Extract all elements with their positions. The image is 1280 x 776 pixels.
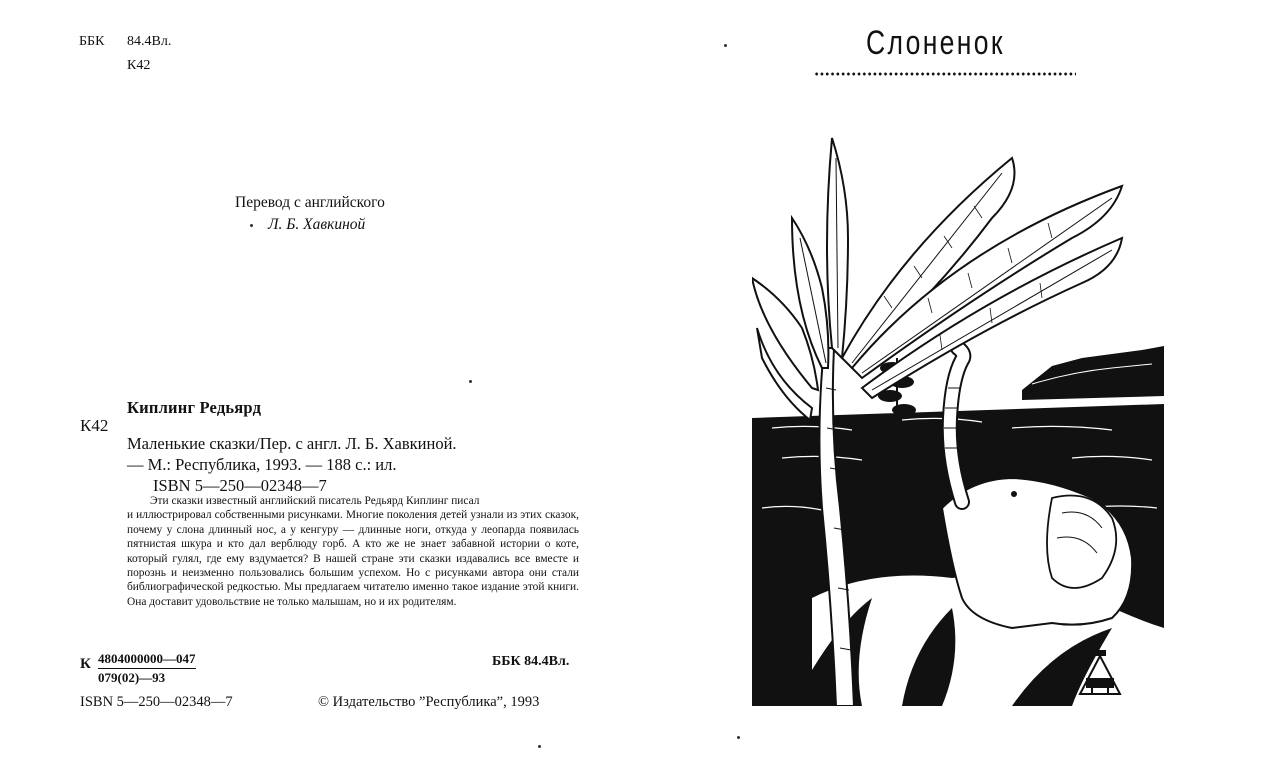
isbn-bottom: ISBN 5—250—02348—7 bbox=[80, 694, 233, 710]
author-mark-side: К42 bbox=[80, 416, 109, 435]
author-heading: Киплинг Редьярд bbox=[127, 398, 262, 417]
biblio-publisher-line: — М.: Республика, 1993. — 188 с.: ил. bbox=[127, 455, 397, 474]
biblio-isbn-line: ISBN 5—250—02348—7 bbox=[153, 476, 327, 495]
print-speck bbox=[250, 224, 253, 227]
k-index-letter: К bbox=[80, 656, 91, 672]
k-code-numerator: 4804000000—047 bbox=[98, 650, 196, 669]
bibliographic-record bbox=[127, 412, 457, 496]
k-code-denominator: 079(02)—93 bbox=[98, 670, 166, 685]
title-dotted-rule bbox=[814, 72, 1076, 76]
annotation-body: и иллюстрировал собственными рисунками. Многие поколения детей узнали из этих сказок, почему у слона длинный нос, а у кенгуру — длинные ноги, откуда у леопарда появилась пятнистая шкура и кто дал верблюду горб. А кто же не знает забавной истории о коте, который гулял, где ему вздумается? В нашей стране эти сказки издавались все вместе и порознь и неизменно пользовались большим успехом. Но с рисунками автора они стали библиографической редкостью. Мы предлагаем читателю именно такое издание этой книги. Она доставит удовольствие не только малышам, но и их родителям. bbox=[127, 509, 579, 608]
elephant-palm-illustration-icon bbox=[752, 128, 1164, 706]
translator-name: Л. Б. Хавкиной bbox=[268, 216, 366, 233]
print-speck bbox=[737, 736, 740, 739]
bbk-classification-bottom: ББК 84.4Вл. bbox=[492, 654, 570, 669]
biblio-title-line: Маленькие сказки/Пер. с англ. Л. Б. Хавкиной. bbox=[127, 434, 457, 453]
author-mark-top: К42 bbox=[127, 58, 151, 73]
translation-credit bbox=[235, 192, 385, 236]
bbk-label: ББК bbox=[79, 34, 105, 49]
story-title: Слоненок bbox=[866, 24, 1005, 62]
annotation-first-line: Эти сказки известный английский писатель Редьярд Киплинг писал bbox=[150, 495, 480, 507]
translation-line: Перевод с английского bbox=[235, 194, 385, 211]
bbk-code: 84.4Вл. bbox=[127, 34, 172, 49]
print-speck bbox=[469, 380, 472, 383]
print-speck bbox=[724, 44, 727, 47]
bbk-classification-top bbox=[79, 34, 171, 50]
copyright-notice: © Издательство ”Республика”, 1993 bbox=[318, 694, 540, 710]
annotation-paragraph bbox=[127, 494, 579, 609]
k-index-code bbox=[98, 650, 196, 686]
print-speck bbox=[538, 745, 541, 748]
